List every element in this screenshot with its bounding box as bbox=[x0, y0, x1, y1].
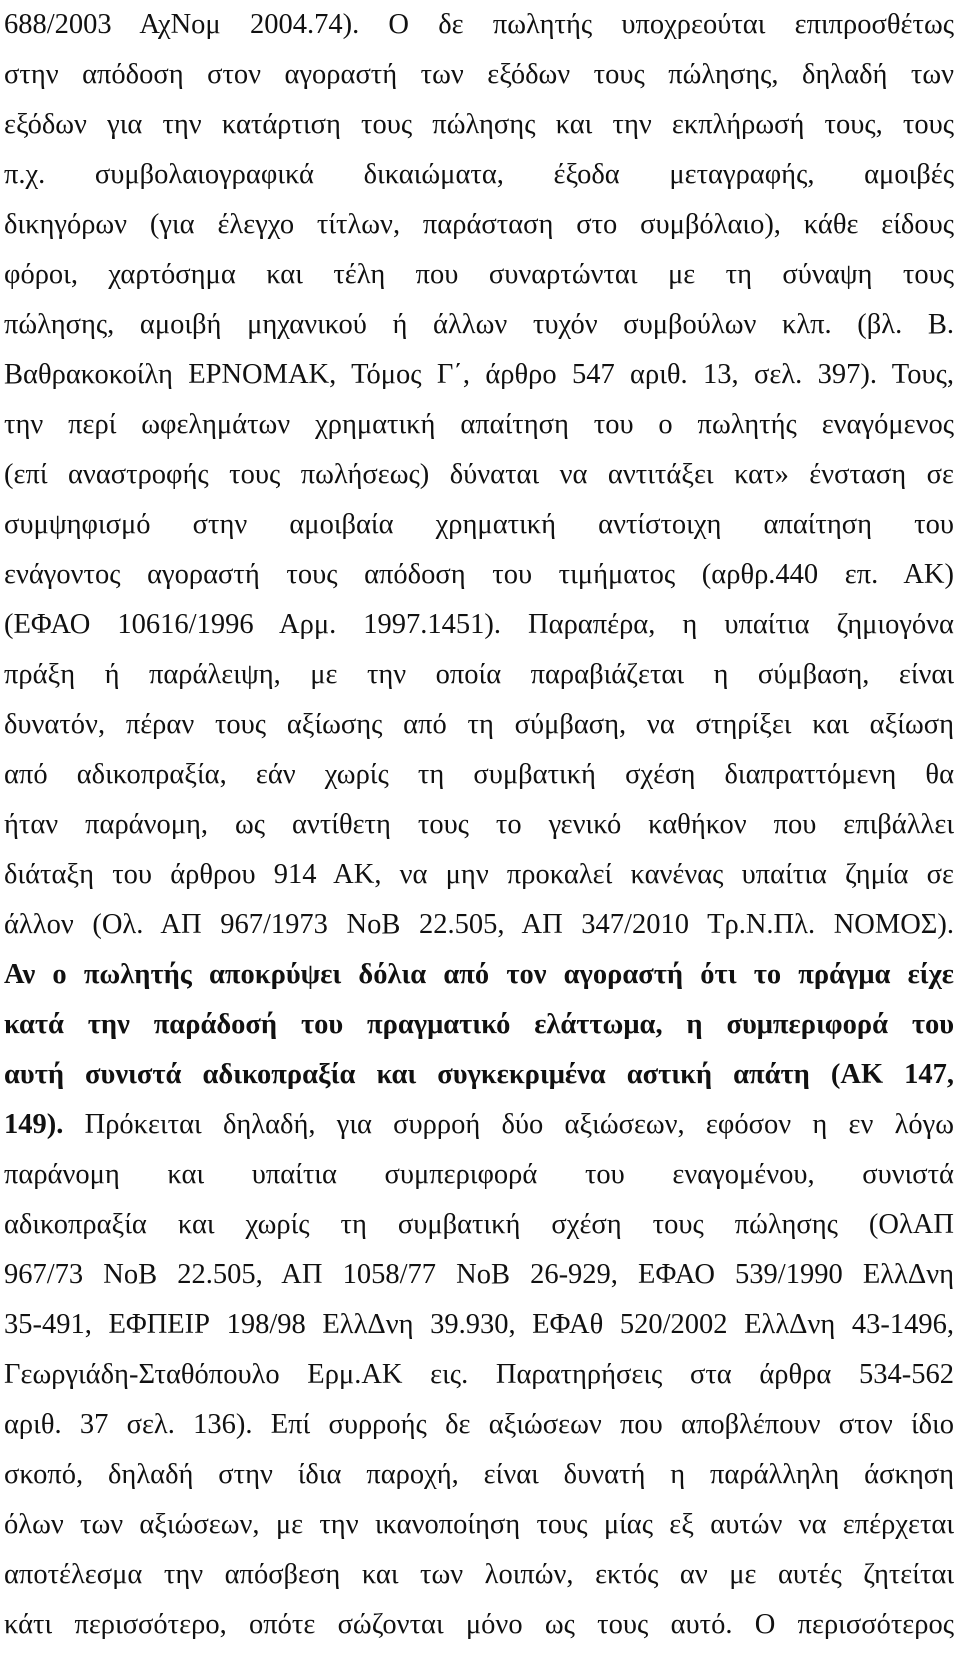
text-line: από αδικοπραξία, εάν χωρίς τη συμβατική σχέση διαπραττόμενη θα bbox=[4, 759, 954, 790]
text-line: αποτέλεσμα την απόσβεση και των λοιπών, εκτός αν με αυτές ζητείται bbox=[4, 1559, 954, 1590]
text-line: π.χ. συμβολαιογραφικά δικαιώματα, έξοδα μεταγραφής, αμοιβές bbox=[4, 159, 954, 190]
text-line: 35-491, ΕΦΠΕΙΡ 198/98 ΕλλΔνη 39.930, ΕΦΑθ 520/2002 ΕλλΔνη 43-1496, bbox=[4, 1309, 954, 1340]
text-line: άλλον (Ολ. ΑΠ 967/1973 ΝοΒ 22.505, ΑΠ 347/2010 Τρ.Ν.Πλ. ΝΟΜΟΣ). bbox=[4, 909, 954, 940]
text-segment: Πρόκειται δηλαδή, για συρροή δύο αξιώσεων, εφόσον η εν λόγω bbox=[63, 1109, 954, 1140]
text-line: φόροι, χαρτόσημα και τέλη που συναρτώνται με τη σύναψη τους bbox=[4, 259, 954, 290]
text-line: την περί ωφελημάτων χρηματική απαίτηση του ο πωλητής εναγόμενος bbox=[4, 409, 954, 440]
text-line: εξόδων για την κατάρτιση τους πώλησης και την εκπλήρωσή τους, τους bbox=[4, 109, 954, 140]
text-line: Γεωργιάδη-Σταθόπουλο Ερμ.ΑΚ εις. Παρατηρήσεις στα άρθρα 534-562 bbox=[4, 1359, 954, 1390]
text-line: Βαθρακοκοίλη ΕΡΝΟΜΑΚ, Τόμος Γ΄, άρθρο 547 αριθ. 13, σελ. 397). Τους, bbox=[4, 359, 954, 390]
text-line: δικηγόρων (για έλεγχο τίτλων, παράσταση στο συμβόλαιο), κάθε είδους bbox=[4, 209, 954, 240]
text-line: πράξη ή παράλειψη, με την οποία παραβιάζεται η σύμβαση, είναι bbox=[4, 659, 954, 690]
text-line: παράνομη και υπαίτια συμπεριφορά του εναγομένου, συνιστά bbox=[4, 1159, 954, 1190]
mixed-text-line bbox=[4, 1100, 954, 1150]
text-line: ενάγοντος αγοραστή τους απόδοση του τιμήματος (αρθρ.440 επ. ΑΚ) bbox=[4, 559, 954, 590]
bold-text-line: κατά την παράδοσή του πραγματικό ελάττωμα, η συμπεριφορά του bbox=[4, 1009, 954, 1040]
text-line: δυνατόν, πέραν τους αξίωσης από τη σύμβαση, να στηρίξει και αξίωση bbox=[4, 709, 954, 740]
text-line: ήταν παράνομη, ως αντίθετη τους το γενικό καθήκον που επιβάλλει bbox=[4, 809, 954, 840]
bold-text-line: Αν ο πωλητής αποκρύψει δόλια από τον αγοραστή ότι το πράγμα είχε bbox=[4, 959, 954, 990]
text-line: διάταξη του άρθρου 914 ΑΚ, να μην προκαλεί κανένας υπαίτια ζημία σε bbox=[4, 859, 954, 890]
text-line: πώλησης, αμοιβή μηχανικού ή άλλων τυχόν συμβούλων κλπ. (βλ. Β. bbox=[4, 309, 954, 340]
text-line: συμψηφισμό στην αμοιβαία χρηματική αντίστοιχη απαίτηση του bbox=[4, 509, 954, 540]
text-line: όλων των αξιώσεων, με την ικανοποίηση τους μίας εξ αυτών να επέρχεται bbox=[4, 1509, 954, 1540]
text-line: (επί αναστροφής τους πωλήσεως) δύναται να αντιτάξει κατ» ένσταση σε bbox=[4, 459, 954, 490]
bold-text-line: αυτή συνιστά αδικοπραξία και συγκεκριμένα αστική απάτη (ΑΚ 147, bbox=[4, 1059, 954, 1090]
text-line: στην απόδοση στον αγοραστή των εξόδων τους πώλησης, δηλαδή των bbox=[4, 59, 954, 90]
text-line: 688/2003 ΑχΝομ 2004.74). Ο δε πωλητής υποχρεούται επιπροσθέτως bbox=[4, 9, 954, 40]
text-line: αδικοπραξία και χωρίς τη συμβατική σχέση τους πώλησης (ΟλΑΠ bbox=[4, 1209, 954, 1240]
text-line: αριθ. 37 σελ. 136). Επί συρροής δε αξιώσεων που αποβλέπουν στον ίδιο bbox=[4, 1409, 954, 1440]
text-line: σκοπό, δηλαδή στην ίδια παροχή, είναι δυνατή η παράλληλη άσκηση bbox=[4, 1459, 954, 1490]
text-line: (ΕΦΑΟ 10616/1996 Αρμ. 1997.1451). Παραπέρα, η υπαίτια ζημιογόνα bbox=[4, 609, 954, 640]
bold-citation-end: 149). bbox=[4, 1109, 64, 1140]
text-line: κάτι περισσότερο, οπότε σώζονται μόνο ως τους αυτό. Ο περισσότερος bbox=[4, 1609, 954, 1640]
text-line: 967/73 ΝοΒ 22.505, ΑΠ 1058/77 ΝοΒ 26-929, ΕΦΑΟ 539/1990 ΕλλΔνη bbox=[4, 1259, 954, 1290]
